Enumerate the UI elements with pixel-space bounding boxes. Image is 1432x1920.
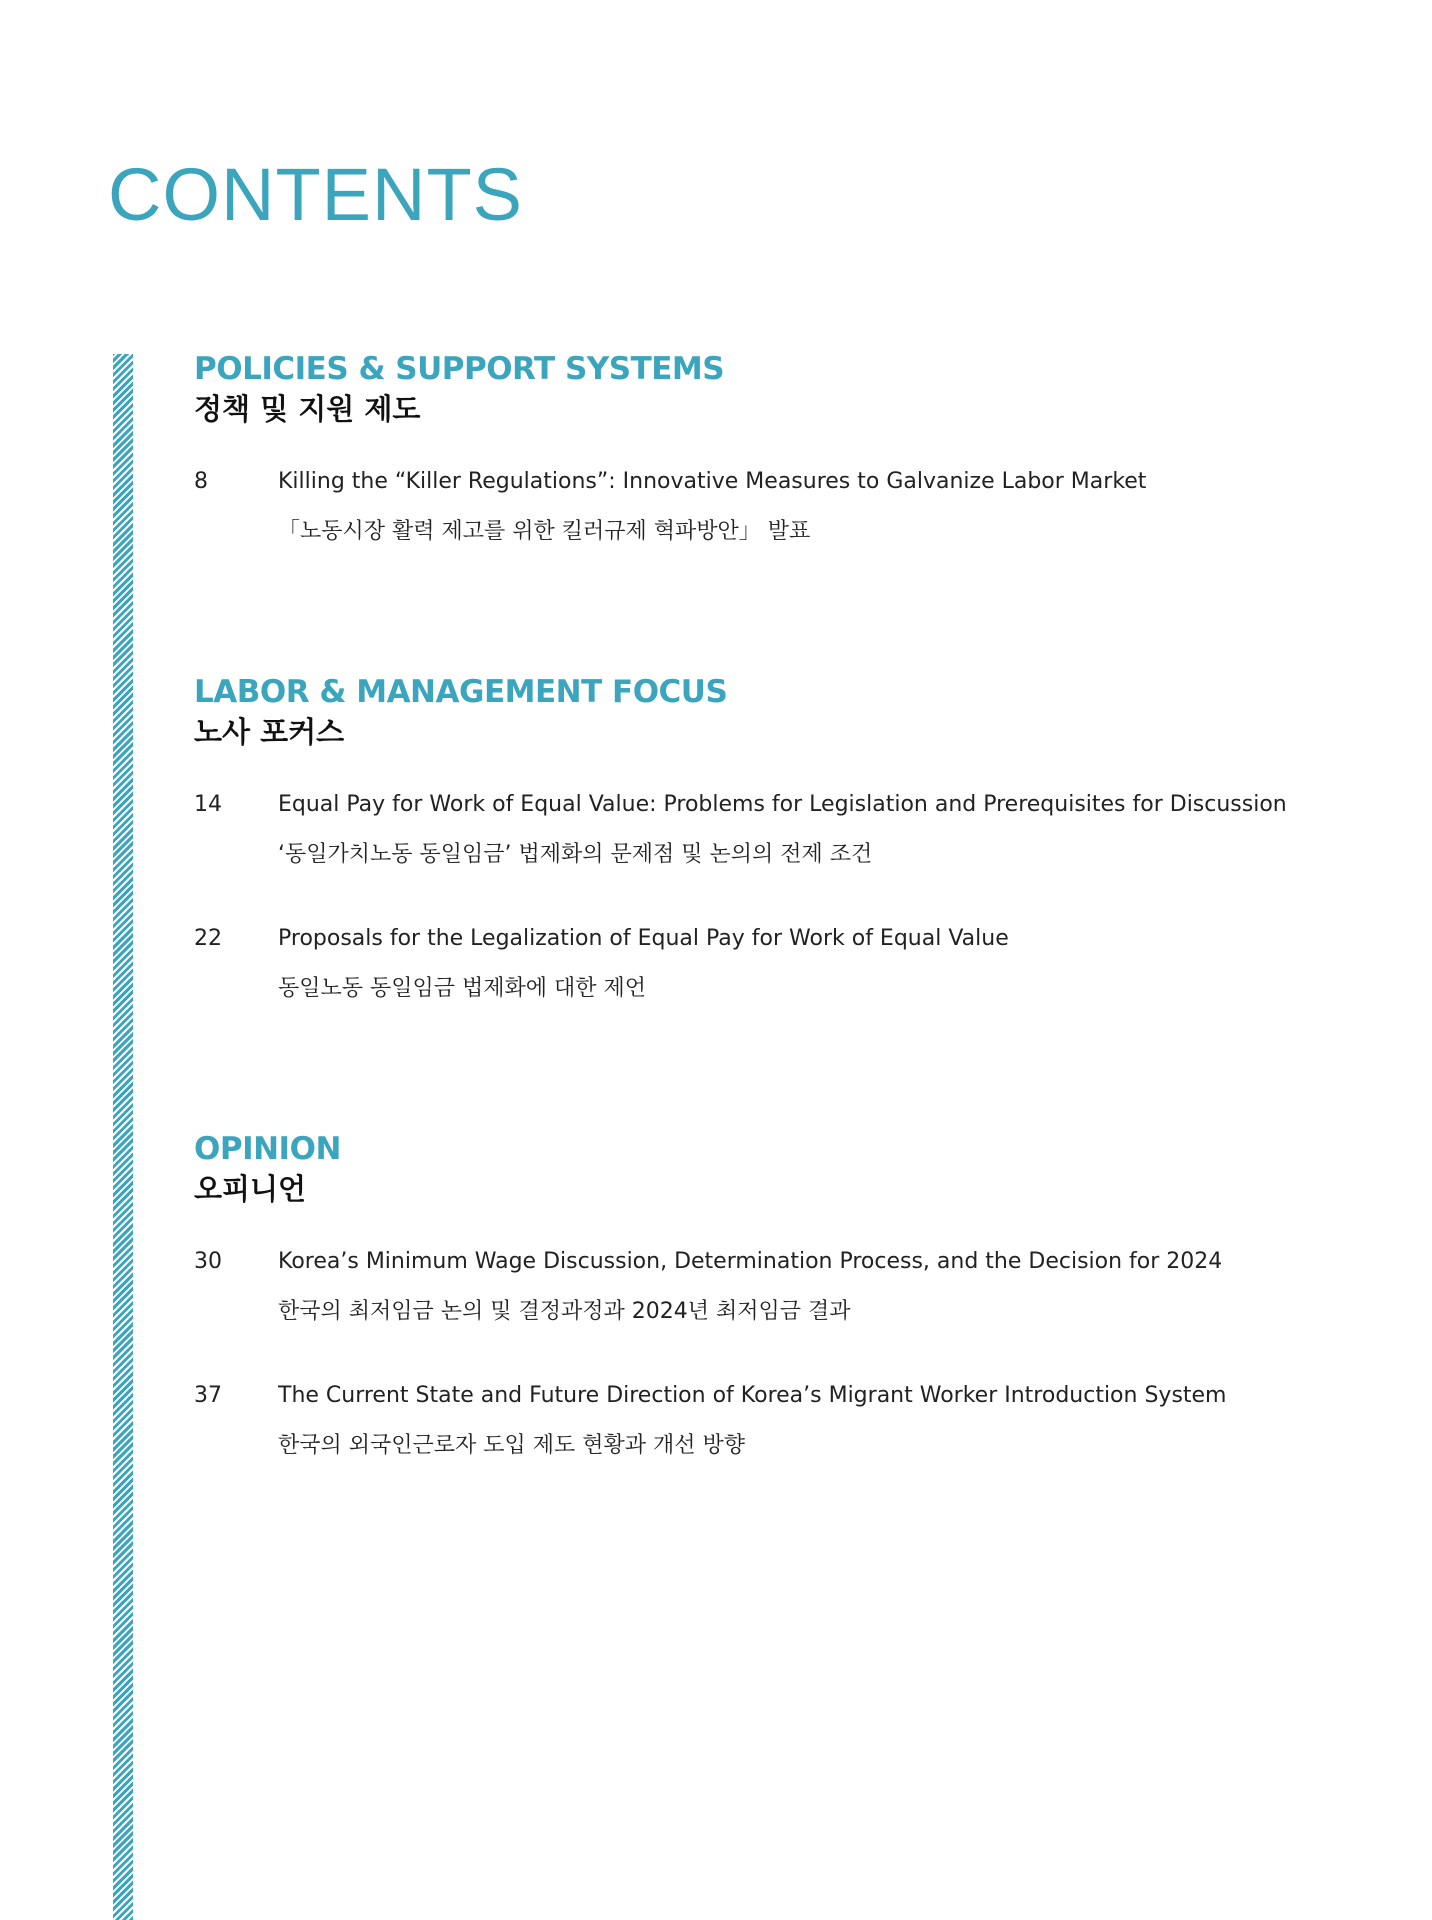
entry-page-number: 14: [194, 792, 222, 817]
entry-page-number: 8: [194, 469, 208, 494]
section-title-en: OPINION: [194, 1131, 341, 1167]
entry-title-ko: 동일노동 동일임금 법제화에 대한 제언: [278, 976, 647, 1001]
section-title-en: LABOR & MANAGEMENT FOCUS: [194, 674, 728, 710]
entry-title-ko: 한국의 최저임금 논의 및 결정과정과 2024년 최저임금 결과: [278, 1299, 851, 1324]
decorative-hatched-bar: [113, 354, 133, 1920]
section-labor-management-focus: [194, 672, 1354, 1020]
entry-title-ko: 한국의 외국인근로자 도입 제도 현황과 개선 방향: [278, 1433, 746, 1458]
entry-page-number: 22: [194, 926, 222, 951]
section-policies-support-systems: [194, 349, 1354, 563]
toc-entry[interactable]: [194, 467, 1354, 563]
section-title-ko: 노사 포커스: [194, 715, 345, 749]
section-title-ko: 오피니언: [194, 1172, 307, 1206]
section-title-ko: 정책 및 지원 제도: [194, 392, 421, 426]
entry-title-en: Killing the “Killer Regulations”: Innovative Measures to Galvanize Labor Market: [278, 469, 1147, 494]
entry-title-en: Proposals for the Legalization of Equal Pay for Work of Equal Value: [278, 926, 1009, 951]
entry-title-en: Equal Pay for Work of Equal Value: Problems for Legislation and Prerequisites for Discussion: [278, 792, 1287, 817]
entry-page-number: 30: [194, 1249, 222, 1274]
section-title-en: POLICIES & SUPPORT SYSTEMS: [194, 351, 725, 387]
entry-title-en: The Current State and Future Direction of Korea’s Migrant Worker Introduction System: [278, 1383, 1227, 1408]
entry-page-number: 37: [194, 1383, 222, 1408]
page-title: CONTENTS: [108, 153, 523, 236]
section-opinion: [194, 1129, 1354, 1477]
entry-title-ko: 「노동시장 활력 제고를 위한 킬러규제 혁파방안」 발표: [278, 519, 811, 544]
toc-entry[interactable]: [194, 1247, 1354, 1343]
entry-title-ko: ‘동일가치노동 동일임금’ 법제화의 문제점 및 논의의 전제 조건: [278, 842, 873, 867]
toc-entry[interactable]: [194, 924, 1354, 1020]
toc-entry[interactable]: [194, 790, 1354, 886]
toc-entry[interactable]: [194, 1381, 1354, 1477]
entry-title-en: Korea’s Minimum Wage Discussion, Determination Process, and the Decision for 2024: [278, 1249, 1223, 1274]
